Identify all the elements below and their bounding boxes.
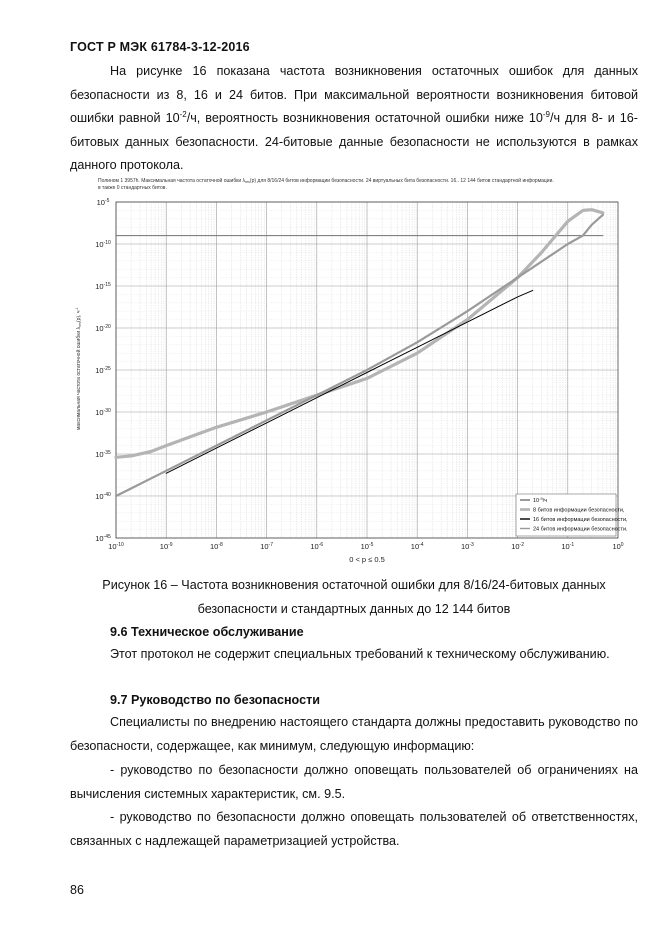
series-line-1: [116, 210, 603, 458]
legend-entry: 8 битов информации безопасности,: [533, 507, 625, 514]
series-lines: [116, 210, 603, 496]
x-tick-label: $10^{-10}$: [108, 542, 124, 551]
caption-line-2: безопасности и стандартных данных до 12 144 битов: [197, 601, 511, 616]
intro-sup-2: -9: [542, 109, 550, 119]
bullet-1: - руководство по безопасности должно оповещать пользователей об ограничениях на вычисления системных характеристик, см. 9.5.: [70, 763, 638, 801]
x-axis-label: 0 < p ≤ 0.5: [349, 555, 385, 564]
intro-text-3: /ч для 8- и 16-битовых данных безопасности. 24-битовые данные безопасности не используются в рамках данного протокола.: [70, 111, 638, 172]
series-line-2: [166, 290, 533, 473]
y-tick-label: $10^{-35}$: [95, 450, 111, 459]
intro-text-1: На рисунке 16 показана частота возникновения остаточных ошибок для данных безопасности из 8, 16 и 24 битов. При максимальной вероятности возникновения битовой ошибки равной 10: [70, 64, 638, 125]
x-tick-label: $10^{-9}$: [159, 542, 173, 551]
standard-code: ГОСТ Р МЭК 61784-3-12-2016: [70, 40, 250, 54]
section-9-6-heading: 9.6 Техническое обслуживание: [110, 625, 304, 639]
figure-caption: [70, 574, 638, 621]
intro-sup-1: -2: [179, 109, 187, 119]
y-axis-label: максимальная частота остаточной ошибки $\lambda_{res}(p)$, $ч^{-1}$: [75, 307, 82, 430]
legend-entry: 16 битов информации безопасности,: [533, 517, 628, 523]
page-number: 86: [70, 883, 84, 897]
y-tick-label: $10^{-25}$: [95, 366, 111, 375]
x-tick-label: $10^{-4}$: [410, 542, 424, 551]
y-tick-label: $10^{-5}$: [96, 198, 110, 207]
section-9-6-text: Этот протокол не содержит специальных требований к техническому обслуживанию.: [110, 647, 610, 661]
y-tick-label: $10^{-15}$: [95, 282, 111, 291]
y-tick-label: $10^{-20}$: [95, 324, 111, 333]
chart-note-line-2: в также 0 стандартных битов.: [98, 185, 167, 191]
residual-error-chart: [68, 172, 628, 568]
legend-entry: 24 битов информации безопасности.: [533, 526, 628, 533]
section-9-7-text: Специалисты по внедрению настоящего стандарта должны предоставить руководство по безопасности, содержащее, как минимум, следующую информацию:: [70, 715, 638, 753]
x-tick-label: $10^0$: [612, 542, 624, 551]
chart-legend: [516, 494, 628, 536]
bullet-2: - руководство по безопасности должно оповещать пользователей об ответственностях, связанных с надлежащей параметризацией устройства.: [70, 810, 638, 848]
y-tick-label: $10^{-30}$: [95, 408, 111, 417]
x-tick-label: $10^{-2}$: [511, 542, 524, 551]
x-tick-label: $10^{-1}$: [561, 542, 575, 551]
x-tick-label: $10^{-8}$: [210, 542, 223, 551]
x-tick-label: $10^{-6}$: [310, 542, 324, 551]
y-tick-label: $10^{-45}$: [95, 534, 111, 543]
y-tick-label: $10^{-40}$: [95, 492, 111, 501]
intro-paragraph: [70, 60, 638, 178]
y-tick-label: $10^{-10}$: [95, 240, 111, 249]
chart-note-line-1: Полином 1 3957h. Максимальная частота остаточной ошибки $\lambda_{res}(p)$ для 8/16/24 битов информации безопасности. 24 виртуальных бита безопасности. 16.. 12 144 битов стандартной информации.: [98, 178, 554, 184]
caption-line-1: Рисунок 16 – Частота возникновения остаточной ошибки для 8/16/24-битовых данных: [102, 578, 606, 592]
x-tick-label: $10^{-5}$: [360, 542, 374, 551]
x-tick-label: $10^{-7}$: [260, 542, 273, 551]
x-tick-label: $10^{-3}$: [461, 542, 474, 551]
figure-16: [68, 172, 628, 568]
intro-text-2: /ч, вероятность возникновения остаточной ошибки ниже 10: [186, 111, 543, 125]
section-9-7-heading: 9.7 Руководство по безопасности: [110, 693, 320, 707]
legend-entry: $10^{-9}/ч$: [533, 496, 548, 504]
